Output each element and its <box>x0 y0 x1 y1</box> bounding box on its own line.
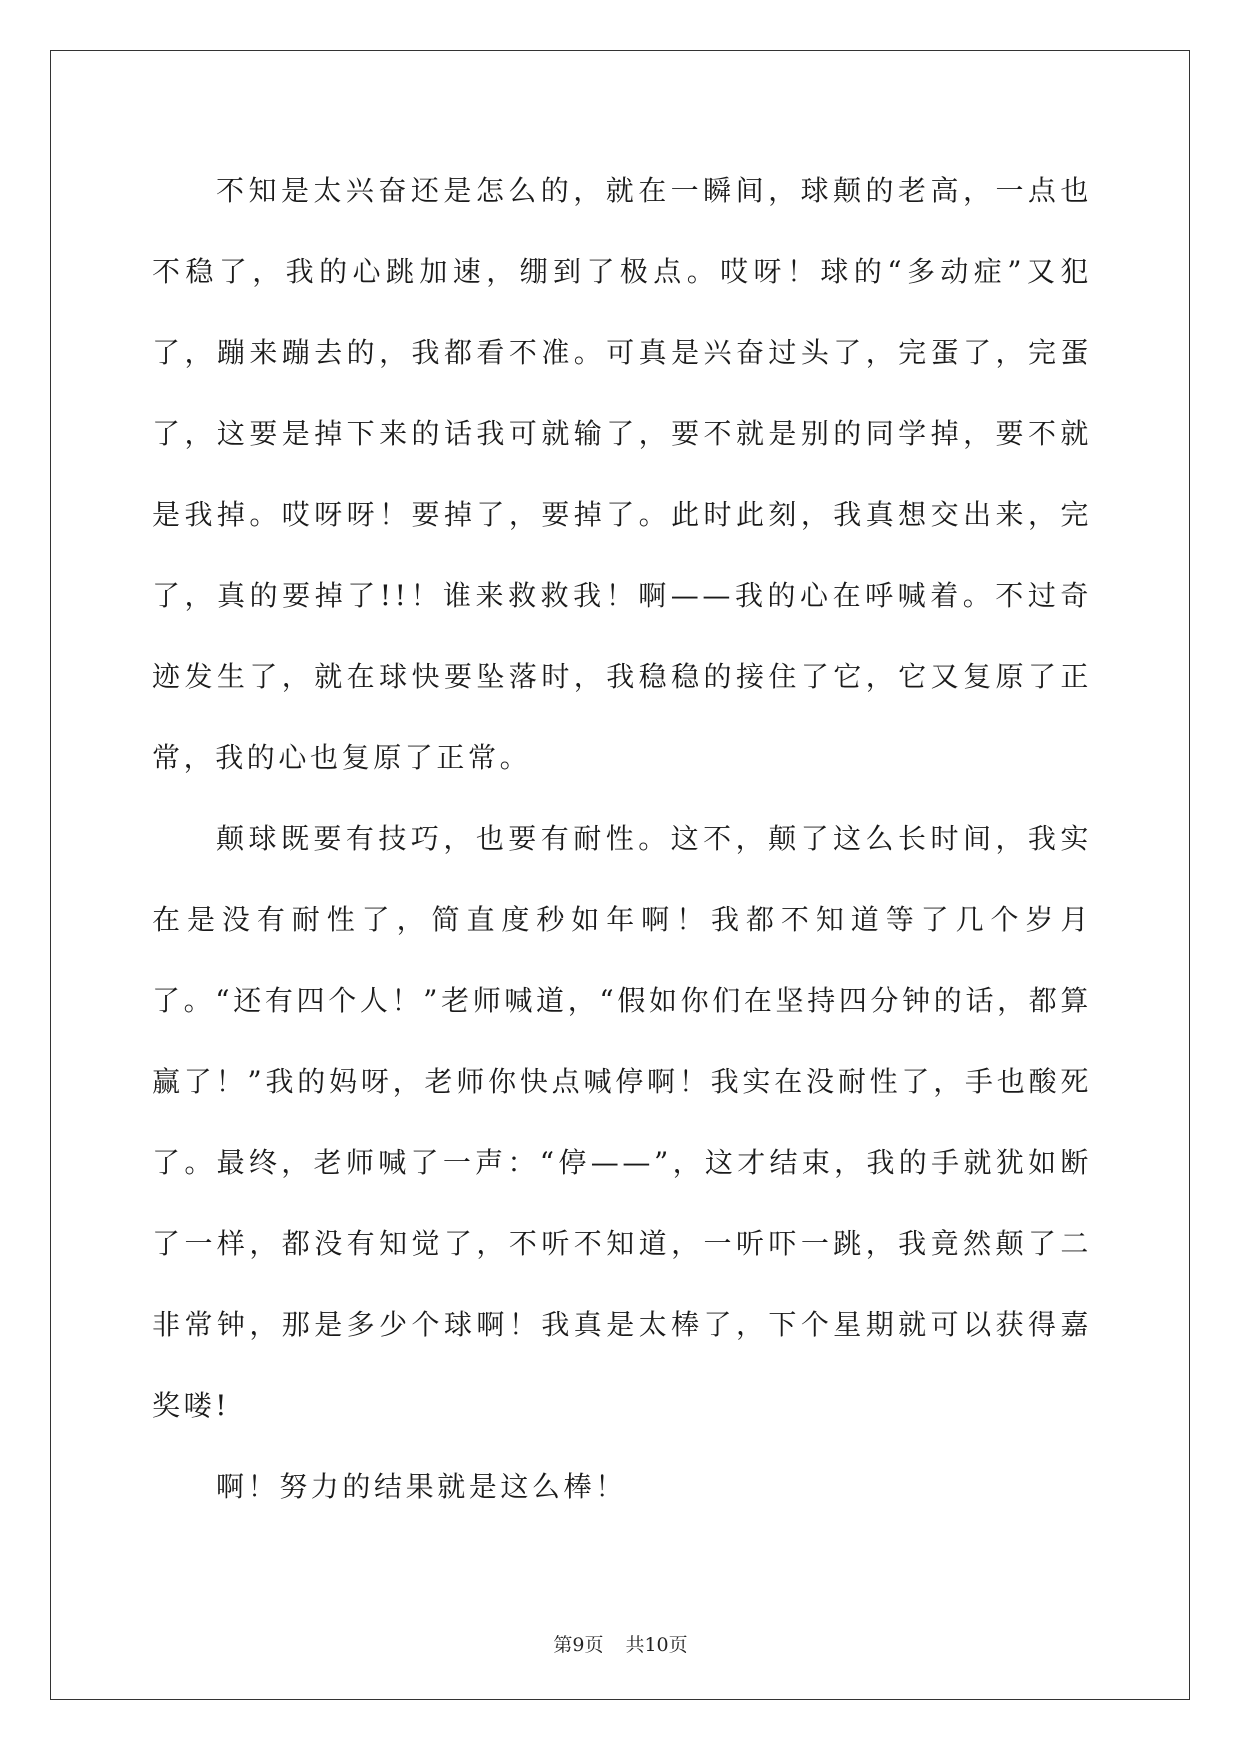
page-total: 共10页 <box>625 1634 688 1656</box>
document-body <box>152 150 1092 1527</box>
paragraph-2: 颠球既要有技巧，也要有耐性。这不，颠了这么长时间，我实在是没有耐性了，简直度秒如年啊！我都不知道等了几个岁月了。“还有四个人！”老师喊道，“假如你们在坚持四分钟的话，都算赢了！”我的妈呀，老师你快点喊停啊！我实在没耐性了，手也酸死了。最终，老师喊了一声：“停——”，这才结束，我的手就犹如断了一样，都没有知觉了，不听不知道，一听吓一跳，我竟然颠了二非常钟，那是多少个球啊！我真是太棒了，下个星期就可以获得嘉奖喽! <box>152 822 1092 1422</box>
paragraph-3: 啊！努力的结果就是这么棒！ <box>216 1470 627 1503</box>
page-footer <box>0 1630 1241 1657</box>
paragraph-1: 不知是太兴奋还是怎么的，就在一瞬间，球颠的老高，一点也不稳了，我的心跳加速，绷到了极点。哎呀！球的“多动症”又犯了，蹦来蹦去的，我都看不准。可真是兴奋过头了，完蛋了，完蛋了，这要是掉下来的话我可就输了，要不就是别的同学掉，要不就是我掉。哎呀呀！要掉了，要掉了。此时此刻，我真想交出来，完了，真的要掉了!!！谁来救救我！啊——我的心在呼喊着。不过奇迹发生了，就在球快要坠落时，我稳稳的接住了它，它又复原了正常，我的心也复原了正常。 <box>152 174 1092 774</box>
page-number: 第9页 <box>553 1634 604 1656</box>
